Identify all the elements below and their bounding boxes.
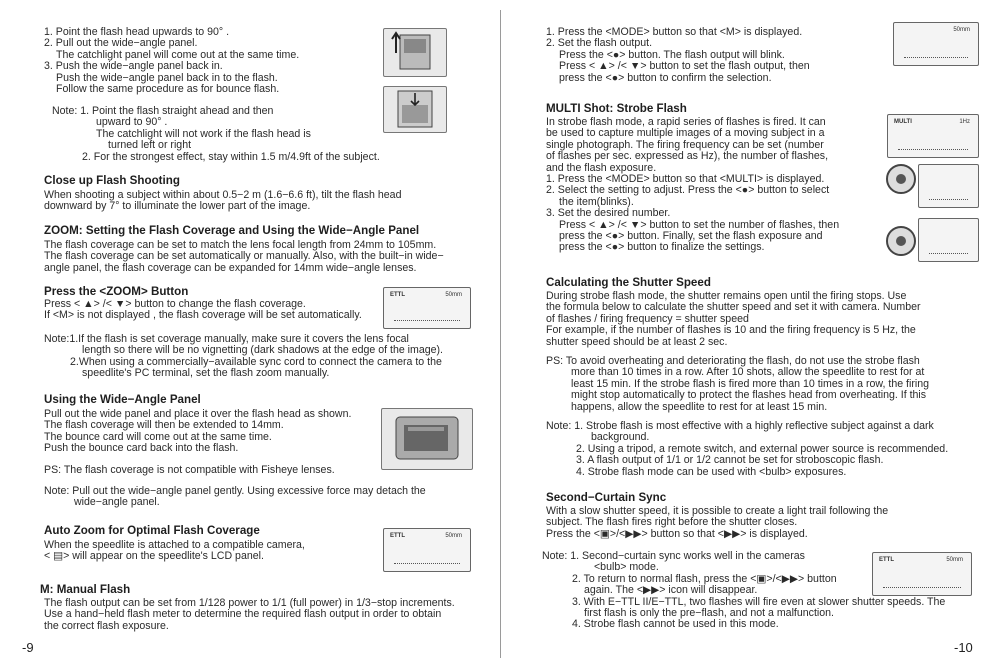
note-line: wide−angle panel.	[74, 496, 160, 509]
body-line: Pull out the wide panel and place it over the flash head as shown.	[44, 408, 352, 420]
note-line: The catchlight will not work if the flash head is	[96, 127, 311, 140]
body-line: The flash coverage can be set to match the lens focal length from 24mm to 105mm.	[44, 239, 437, 251]
note-line: 3. A flash output of 1/1 or 1/2 cannot be set for stroboscopic flash.	[576, 454, 884, 467]
note-line: turned left or right	[108, 139, 192, 152]
zoom-note	[44, 334, 443, 380]
shutter-note	[546, 421, 948, 478]
multi-lcd-panel	[887, 114, 979, 158]
note-line: 2.When using a commercially−available sync cord to connect the camera to the	[70, 355, 442, 368]
wide-panel-note	[44, 486, 426, 509]
multi-lcd-panel-2	[918, 164, 979, 208]
lcd-zoom-value: 50mm	[445, 292, 462, 298]
note-line: 2. Using a tripod, a remote switch, and external power source is recommended.	[576, 442, 949, 455]
second-curtain-lcd-panel	[872, 552, 972, 596]
wide-panel-body	[44, 409, 351, 455]
body-line: The flash coverage can be set automatically or manually. Also, with the built−in wide−	[44, 250, 444, 263]
lcd-zoom-value: 50mm	[946, 557, 963, 563]
shutter-ps	[546, 356, 929, 413]
body-line: Press < ▲> /< ▼> button to change the flash coverage.	[44, 298, 306, 310]
body-line: the item(blinks).	[559, 195, 634, 208]
zoom-body	[44, 240, 444, 274]
auto-zoom-heading: Auto Zoom for Optimal Flash Coverage	[44, 524, 260, 537]
note-line: <bulb> mode.	[594, 561, 659, 574]
page-number: -10	[954, 640, 973, 655]
zoom-heading: ZOOM: Setting the Flash Coverage and Using the Wide−Angle Panel	[44, 224, 420, 237]
wide-panel-heading: Using the Wide−Angle Panel	[44, 393, 201, 406]
body-line: be used to capture multiple images of a moving subject in a	[546, 127, 825, 140]
body-line: downward by 7° to illuminate the lower part of the image.	[44, 200, 311, 213]
body-line: 1. Press the <MODE> button so that <MULTI> is displayed.	[546, 173, 825, 186]
note-line: first flash is only the pre−flash, and not a malfunction.	[584, 607, 834, 620]
shutter-body	[546, 291, 921, 348]
panel-push-illustration	[383, 86, 447, 133]
zoom-button-body	[44, 299, 362, 322]
body-line: of flashes per sec. expressed as Hz), the number of flashes,	[546, 150, 829, 163]
close-up-body	[44, 190, 401, 213]
wide-panel-ps: PS: The flash coverage is not compatible with Fisheye lenses.	[44, 464, 335, 476]
step-line: 2. Pull out the wide−angle panel.	[44, 37, 198, 50]
step-line: Push the wide−angle panel back in to the flash.	[56, 71, 278, 84]
step-line: 3. Push the wide−angle panel back in.	[44, 60, 223, 73]
step-line: Press the <●> button. The flash output will blink.	[559, 48, 785, 61]
lcd-scale	[898, 149, 968, 152]
multi-heading: MULTI Shot: Strobe Flash	[546, 102, 687, 115]
lcd-mode-label: MULTI	[894, 119, 912, 125]
note-line: background.	[591, 431, 650, 444]
body-line: Press < ▲> /< ▼> button to set the number of flashes, then	[559, 218, 840, 231]
flash-wide-panel-icon	[382, 409, 472, 469]
body-line: angle panel, the flash coverage can be expanded for 14mm wide−angle lenses.	[44, 261, 417, 274]
multi-body	[546, 117, 839, 254]
body-line: 2. Select the setting to adjust. Press the <●> button to select	[546, 184, 830, 197]
manual-heading: M: Manual Flash	[40, 583, 131, 596]
lcd-mode-label: ETTL	[390, 533, 405, 539]
multi-lcd-panel-3	[918, 218, 979, 262]
wide-panel-illustration	[381, 408, 473, 470]
step-line: Press < ▲> /< ▼> button to set the flash output, then	[559, 60, 810, 73]
body-line: For example, if the number of flashes is 10 and the firing frequency is 5 Hz, the	[546, 324, 916, 337]
body-line: With a slow shutter speed, it is possible to create a light trail following the	[546, 505, 889, 517]
body-line: press the <●> button. Finally, set the flash exposure and	[559, 230, 823, 243]
note-line: Note: 1. Strobe flash is most effective with a highly reflective subject against a dark	[546, 420, 934, 432]
body-line: The flash output can be set from 1/128 power to 1/1 (full power) in 1/3−stop increments.	[44, 597, 455, 609]
close-up-heading: Close up Flash Shooting	[44, 174, 180, 187]
note-line: 4. Strobe flash cannot be used in this mode.	[572, 618, 779, 631]
note-line: speedlite's PC terminal, set the flash zoom manually.	[82, 367, 330, 380]
body-line: and the flash exposure.	[546, 161, 657, 174]
note-line: 4. Strobe flash mode can be used with <bulb> exposures.	[576, 465, 847, 478]
lcd-scale	[883, 587, 961, 590]
wide-panel-icon	[384, 87, 446, 132]
note-line: 2. For the strongest effect, stay within 1.5 m/4.9ft of the subject.	[82, 150, 380, 163]
step-line: The catchlight panel will come out at the same time.	[56, 48, 300, 61]
body-line: Push the bounce card back into the flash.	[44, 442, 239, 455]
body-line: press the <●> button to finalize the settings.	[559, 241, 765, 254]
lcd-scale	[394, 563, 460, 566]
note-line: upward to 90° .	[96, 116, 168, 129]
note-line: Note:1.If the flash is set coverage manually, make sure it covers the lens focal	[44, 333, 409, 345]
lcd-zoom-value: 50mm	[953, 27, 970, 33]
body-line: the correct flash exposure.	[44, 619, 169, 632]
right-page	[500, 0, 1000, 665]
lcd-frequency-value: 1Hz	[959, 119, 970, 125]
ps-line: happens, allow the speedlite to rest for at least 15 min.	[571, 400, 828, 413]
zoom-lcd-panel	[383, 287, 471, 329]
manual-body	[44, 598, 455, 632]
body-line: Press the <▣>/<▶▶> button so that <▶▶> is displayed.	[546, 527, 808, 540]
shutter-heading: Calculating the Shutter Speed	[546, 276, 711, 289]
lcd-scale	[929, 199, 968, 202]
ps-line: more than 10 times in a row. After 10 shots, allow the speedlite to rest for at	[571, 366, 925, 379]
bounce-steps	[44, 27, 299, 95]
body-line: When the speedlite is attached to a compatible camera,	[44, 539, 305, 551]
flash-head-up-illustration	[383, 28, 447, 77]
body-line: In strobe flash mode, a rapid series of flashes is fired. It can	[546, 116, 826, 128]
body-line: 3. Set the desired number.	[546, 207, 671, 220]
manual-steps	[546, 27, 810, 84]
lcd-zoom-value: 50mm	[445, 533, 462, 539]
body-line: < ▤> will appear on the speedlite's LCD panel.	[44, 550, 264, 563]
body-line: shutter speed should be at least 2 sec.	[546, 335, 728, 348]
step-line: press the <●> button to confirm the selection.	[559, 71, 772, 84]
note-line: Note: 1. Point the flash straight ahead and then	[52, 105, 274, 117]
step-line: 1. Point the flash head upwards to 90° .	[44, 26, 230, 38]
bounce-note	[52, 106, 380, 163]
note-line: 3. With E−TTL II/E−TTL, two flashes will fire even at slower shutter speeds. The	[572, 595, 946, 608]
manual-lcd-panel	[893, 22, 979, 66]
ps-line: might stop automatically to protect the flashes head from overheating. If this	[571, 389, 927, 402]
body-line: If <M> is not displayed , the flash coverage will be set automatically.	[44, 309, 362, 322]
note-line: Note: Pull out the wide−angle panel gently. Using excessive force may detach the	[44, 485, 426, 497]
step-line: 1. Press the <MODE> button so that <M> is displayed.	[546, 26, 803, 38]
lcd-mode-label: ETTL	[390, 292, 405, 298]
page-number: -9	[22, 640, 34, 655]
body-line: During strobe flash mode, the shutter remains open until the firing stops. Use	[546, 290, 907, 302]
note-line: again. The <▶▶> icon will disappear.	[584, 584, 758, 597]
body-line: subject. The flash fires right before the shutter closes.	[546, 516, 798, 529]
body-line: the formula below to calculate the shutter speed and set it with camera. Number	[546, 301, 921, 314]
body-line: When shooting a subject within about 0.5−2 m (1.6−6.6 ft), tilt the flash head	[44, 189, 402, 201]
lcd-scale	[904, 57, 968, 60]
lcd-scale	[394, 320, 460, 323]
body-line: single photograph. The firing frequency can be set (number	[546, 138, 824, 151]
auto-zoom-lcd-panel	[383, 528, 471, 572]
body-line: of flashes / firing frequency = shutter speed	[546, 312, 749, 325]
body-line: The bounce card will come out at the same time.	[44, 430, 272, 443]
control-dial-icon	[886, 226, 916, 256]
second-curtain-heading: Second−Curtain Sync	[546, 491, 667, 504]
lcd-mode-label: ETTL	[879, 557, 894, 563]
note-line: 2. To return to normal flash, press the <▣>/<▶▶> button	[572, 572, 837, 585]
auto-zoom-body	[44, 540, 305, 563]
zoom-button-heading: Press the <ZOOM> Button	[44, 285, 189, 298]
second-curtain-body	[546, 506, 888, 540]
lcd-scale	[929, 253, 968, 256]
note-line: length so there will be no vignetting (dark shadows at the edge of the image).	[82, 344, 443, 357]
step-line: 2. Set the flash output.	[546, 37, 653, 50]
flash-head-icon	[384, 29, 446, 76]
body-line: The flash coverage will then be extended to 14mm.	[44, 419, 284, 432]
step-line: Follow the same procedure as for bounce flash.	[56, 83, 280, 96]
body-line: Use a hand−held flash meter to determine the required flash output in order to obtain	[44, 608, 442, 621]
ps-line: least 15 min. If the strobe flash is fired more than 10 times in a row, the firing	[571, 377, 930, 390]
note-line: Note: 1. Second−curtain sync works well in the cameras	[542, 550, 805, 562]
ps-line: PS: To avoid overheating and deteriorating the flash, do not use the strobe flash	[546, 355, 920, 367]
control-dial-icon	[886, 164, 916, 194]
